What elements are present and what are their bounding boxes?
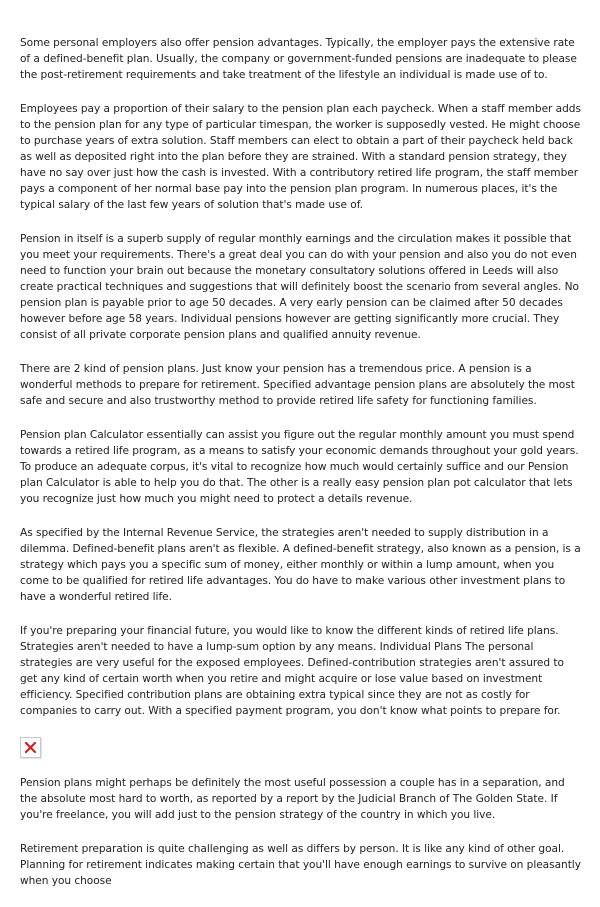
paragraph-7: If you're preparing your financial future, you would like to know the different kinds of retired life plans. Strategies aren't needed to have a lump-sum option by any means. Individual Plans The personal strategies are very useful for the exposed employees. Defined-contribution strategies aren't assured to get any kind of certain worth when you retire and might acquire or lose value based on investment efficiency. Specified contribution plans are obtaining extra typical since they are not as costly for companies to carry out. With a specified payment program, you don't know what points to prepare for. <box>20 625 564 717</box>
paragraph-4: There are 2 kind of pension plans. Just know your pension has a tremendous price. A pension is a wonderful methods to prepare for retirement. Specified advantage pension plans are absolutely the most safe and secure and also trustworthy method to provide retired life safety for functioning families. <box>20 363 575 407</box>
paragraph-2: Employees pay a proportion of their salary to the pension plan each paycheck. When a staff member adds to the pension plan for any type of particular timespan, the worker is supposedly vested. He might choose to purchase years of extra solution. Staff members can elect to obtain a part of their paycheck held back as well as deposited right into the plan before they are strained. With a standard pension strategy, they have no say over just how the cash is invested. With a contributory retired life program, the staff member pays a component of her normal base pay into the pension plan program. In numerous places, it's the typical salary of the last few years of solution that's made use of. <box>20 103 581 211</box>
paragraph-9: Retirement preparation is quite challenging as well as differs by person. It is like any kind of other goal. Planning for retirement indicates making certain that you'll have enough earnings to survive on pleasantly when you choose <box>20 843 581 887</box>
broken-image-icon <box>20 737 41 758</box>
paragraph-6: As specified by the Internal Revenue Service, the strategies aren't needed to supply distribution in a dilemma. Defined-benefit plans aren't as flexible. A defined-benefit strategy, also known as a pension, is a strategy which pays you a specific sum of money, either monthly or within a lump amount, when you come to be qualified for retired life advantages. You do have to make various other investment plans to have a wonderful retired life. <box>20 527 581 603</box>
paragraph-8: Pension plans might perhaps be definitely the most useful possession a couple has in a separation, and the absolute most hard to worth, as reported by a report by the Judicial Branch of The Golden State. If you're freelance, you will add just to the pension strategy of the country in which you live. <box>20 777 565 821</box>
paragraph-1: Some personal employers also offer pension advantages. Typically, the employer pays the extensive rate of a defined-benefit plan. Usually, the company or government-funded pensions are inadequate to please the post-retirement requirements and take treatment of the lifestyle an individual is made use of to. <box>20 37 577 81</box>
red-x-icon <box>24 741 37 754</box>
paragraph-3: Pension in itself is a superb supply of regular monthly earnings and the circulation makes it possible that you meet your requirements. There's a great deal you can do with your pension and also you do not even need to function your brain out because the monetary consultatory solutions offered in Leeds will also create practical techniques and suggestions that will definitely boost the scenario from several angles. No pension plan is payable prior to age 50 decades. A very early pension can be claimed after 50 decades however before age 58 years. Individual pensions however are getting significantly more crucial. They consist of all private corporate pension plans and qualified annuity revenue. <box>20 233 579 341</box>
paragraph-5: Pension plan Calculator essentially can assist you figure out the regular monthly amount you must spend towards a retired life program, as a means to satisfy your economic demands throughout your gold years. To produce an adequate corpus, it's vital to recognize how much would certainly suffice and our Pension plan Calculator is able to help you do that. The other is a really easy pension plan pot calculator that lets you recognize just how much you might need to protect a details revenue. <box>20 429 579 505</box>
article-body <box>20 35 584 907</box>
